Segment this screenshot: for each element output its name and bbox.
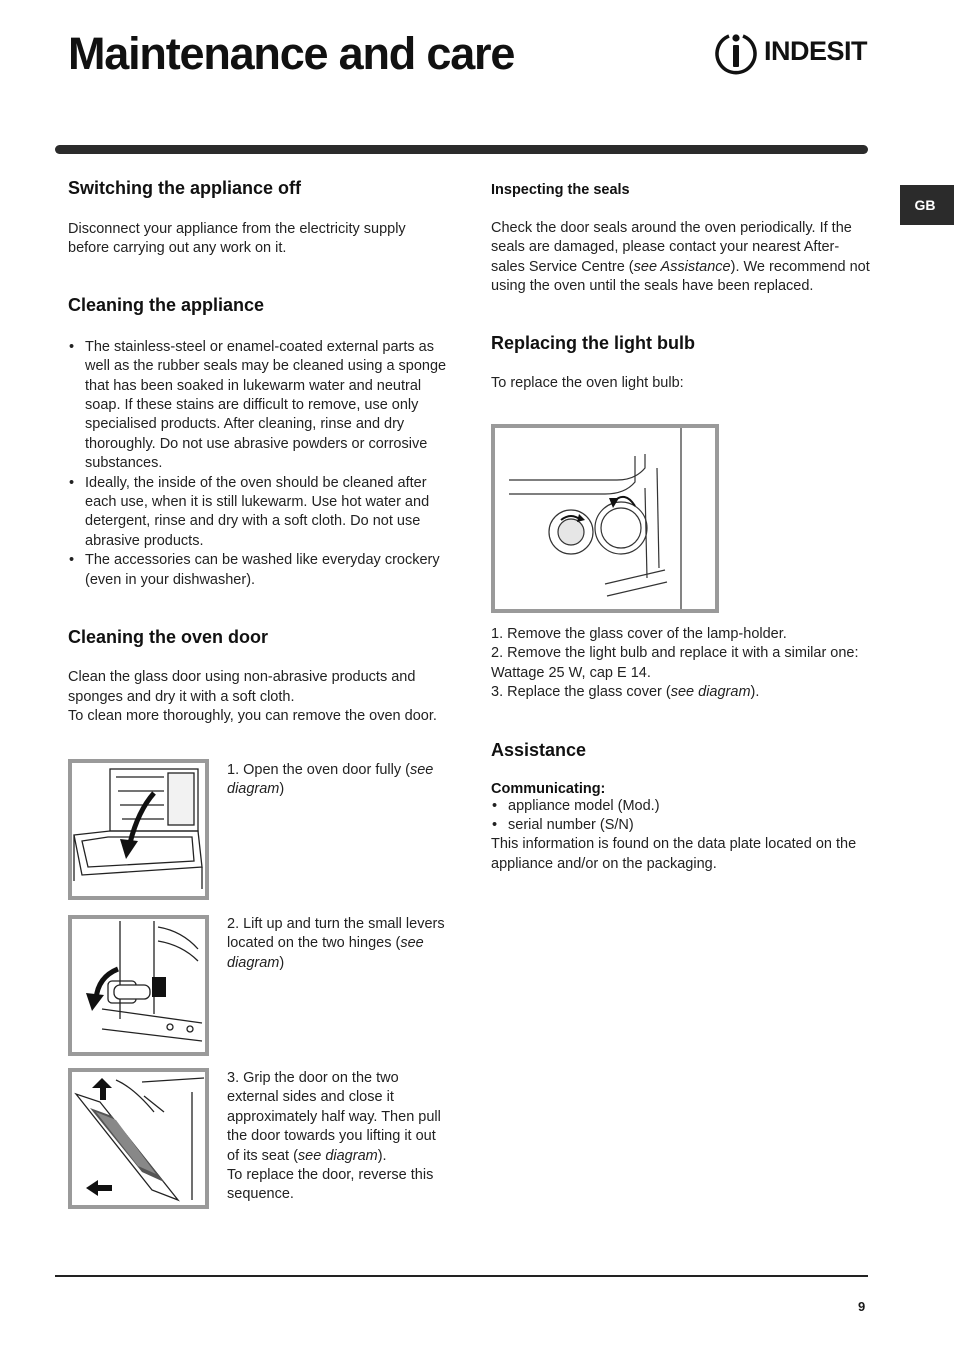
subheading-communicating: Communicating: bbox=[491, 780, 606, 797]
list-item: • The accessories can be washed like everyday crockery (even in your dishwasher). bbox=[68, 551, 448, 590]
see-diagram-ref: see diagram bbox=[227, 935, 424, 971]
left-column bbox=[68, 178, 448, 726]
heading-cleaning-door: Cleaning the oven door bbox=[68, 627, 269, 648]
text-inspecting-seals: Check the door seals around the oven periodically. If the seals are damaged, please contact your nearest After-sales Service Centre (see Assistance). We recommend not using the oven until the seals have been replaced. bbox=[491, 220, 870, 295]
brand-logo-icon bbox=[714, 30, 758, 76]
heading-replacing-bulb: Replacing the light bulb bbox=[491, 332, 695, 353]
text-bulb-intro: To replace the oven light bulb: bbox=[491, 374, 684, 391]
text-door-removal: To clean more thoroughly, you can remove the oven door. bbox=[68, 707, 437, 724]
hinge-lever-illustration bbox=[72, 919, 205, 1052]
text-switching-off: Disconnect your appliance from the electricity supply before carrying out any work on it. bbox=[68, 221, 406, 257]
step-3-text: 3. Grip the door on the two external sides and close it approximately half way. Then pull the door towards you lifting it out of its seat (see diagram). To replace the door, reverse this sequence. bbox=[227, 1070, 441, 1203]
see-diagram-ref: see diagram bbox=[297, 1147, 378, 1164]
bulb-step-list bbox=[491, 625, 871, 703]
text-door-cleaning: Clean the glass door using non-abrasive products and sponges and dry it with a soft cloth. bbox=[68, 669, 416, 705]
step-1-text: 1. Open the oven door fully (see diagram) bbox=[227, 762, 434, 798]
brand-name: INDESIT bbox=[764, 36, 868, 66]
diagram-open-door bbox=[68, 759, 209, 900]
see-diagram-ref: see diagram bbox=[670, 684, 751, 701]
list-item: 1. Remove the glass cover of the lamp-holder. bbox=[491, 626, 787, 642]
list-item: • serial number (S/N) bbox=[491, 816, 871, 835]
heading-assistance: Assistance bbox=[491, 739, 587, 760]
see-assistance-ref: see Assistance bbox=[633, 258, 731, 275]
list-item: • appliance model (Mod.) bbox=[491, 797, 871, 816]
list-item: 2. Remove the light bulb and replace it with a similar one: Wattage 25 W, cap E 14. bbox=[491, 645, 859, 681]
diagram-remove-door bbox=[68, 1068, 209, 1209]
brand-logo bbox=[714, 30, 874, 76]
light-bulb-illustration bbox=[495, 428, 715, 609]
remove-door-illustration bbox=[72, 1072, 205, 1205]
see-diagram-ref: see diagram bbox=[227, 762, 434, 798]
assistance-list bbox=[491, 797, 871, 836]
header-divider bbox=[55, 145, 868, 154]
page-title: Maintenance and care bbox=[68, 28, 515, 79]
heading-cleaning-appliance: Cleaning the appliance bbox=[68, 294, 265, 315]
footer-divider bbox=[55, 1275, 868, 1277]
bulb-steps bbox=[491, 625, 871, 874]
list-item: • Ideally, the inside of the oven should be cleaned after each use, when it is still lukewarm. Use hot water and detergent, rinse and dry with a soft cloth. Do not use abrasive products. bbox=[68, 474, 448, 552]
heading-switching-off: Switching the appliance off bbox=[68, 178, 302, 198]
diagram-light-bulb bbox=[491, 424, 719, 613]
cleaning-bullet-list bbox=[68, 338, 448, 590]
right-column bbox=[491, 178, 871, 393]
list-item: • The stainless-steel or enamel-coated external parts as well as the rubber seals may be cleaned using a sponge that has been soaked in lukewarm water and neutral soap. If these stains are difficult to remove, use only specialised products. After cleaning, rinse and dry thoroughly. Do not use abrasive powders or corrosive substances. bbox=[68, 338, 448, 474]
open-door-illustration bbox=[72, 763, 205, 896]
step-2-text: 2. Lift up and turn the small levers located on the two hinges (see diagram) bbox=[227, 916, 445, 971]
page-number: 9 bbox=[858, 1299, 866, 1314]
text-data-plate: This information is found on the data plate located on the appliance and/or on the packaging. bbox=[491, 836, 857, 872]
list-item: 3. Replace the glass cover (see diagram). bbox=[491, 684, 760, 701]
diagram-hinge-levers bbox=[68, 915, 209, 1056]
language-tab: GB bbox=[900, 185, 954, 225]
heading-inspecting-seals: Inspecting the seals bbox=[491, 182, 630, 198]
